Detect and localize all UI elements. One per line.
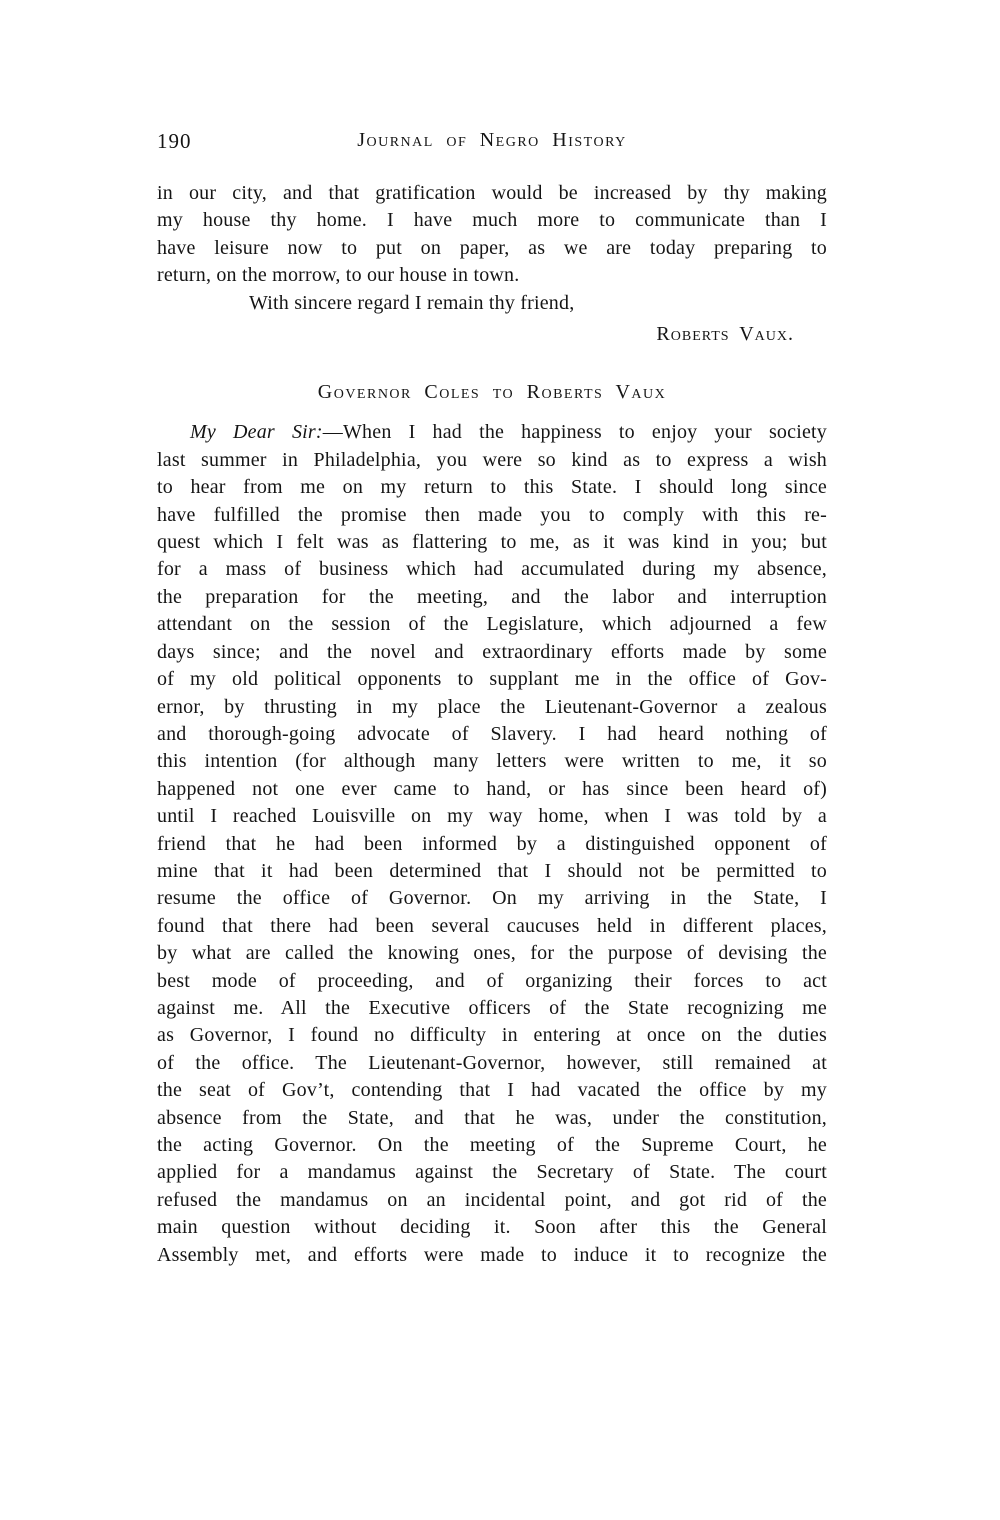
journal-title: Journal of Negro History [357,129,627,151]
vaux-letter-lines [157,180,827,290]
vaux-letter [157,180,827,348]
section-heading: Governor Coles to Roberts Vaux [317,381,667,404]
text-line: ernor, by thrusting in my place the Lieutenant-Governor a zealous [157,695,827,718]
coles-letter-lines [157,419,827,1269]
text-line: mine that it had been determined that I should not be permitted to [157,859,827,882]
text-line: of the office. The Lieutenant-Governor, however, still remained at [157,1051,827,1074]
text-line: found that there had been several caucuses held in different places, [157,914,827,937]
text-line: absence from the State, and that he was, under the constitution, [157,1106,827,1129]
text-line: to hear from me on my return to this State. I should long since [157,476,827,499]
text-line: the acting Governor. On the meeting of the Supreme Court, he [157,1134,827,1156]
text-line: My Dear Sir:—When I had the happiness to enjoy your society [190,421,827,444]
page-header [157,129,827,155]
text-line: resume the office of Governor. On my arriving in the State, I [157,887,827,910]
page-number: 190 [157,129,192,153]
text-line: my house thy home. I have much more to communicate than I [157,209,827,232]
text-line: refused the mandamus on an incidental point, and got rid of the [157,1188,827,1211]
text-line: against me. All the Executive officers of the State recognizing me [157,996,827,1019]
text-line: the preparation for the meeting, and the labor and interruption [157,585,827,608]
text-column [157,0,827,1269]
text-line: as Governor, I found no difficulty in entering at once on the duties [157,1024,827,1047]
text-line: in our city, and that gratification would be increased by thy making [157,182,827,204]
text-line: and thorough-going advocate of Slavery. I had heard nothing of [157,722,827,745]
text-line: friend that he had been informed by a distinguished opponent of [157,832,827,855]
text-line: by what are called the knowing ones, for the purpose of devising the [157,942,827,965]
letter-closing: With sincere regard I remain thy friend, [249,291,575,314]
salutation: My Dear Sir: [190,421,323,444]
letter-signature: Roberts Vaux. [656,323,794,346]
text-line: for a mass of business which had accumulated during my absence, [157,558,827,581]
text-line: Assembly met, and efforts were made to induce it to recognize the [157,1243,827,1266]
coles-letter [157,419,827,1269]
text-line: days since; and the novel and extraordinary efforts made by some [157,640,827,663]
text-line: last summer in Philadelphia, you were so kind as to express a wish [157,448,827,471]
text-line: this intention (for although many letters were written to me, it so [157,750,827,773]
text-line: attendant on the session of the Legislature, which adjourned a few [157,613,827,636]
text-line: until I reached Louisville on my way home, when I was told by a [157,805,827,828]
text-line: applied for a mandamus against the Secretary of State. The court [157,1161,827,1184]
text-line: of my old political opponents to supplant me in the office of Gov- [157,668,827,691]
text-line: happened not one ever came to hand, or has since been heard of) [157,777,827,800]
text-line: the seat of Gov’t, contending that I had vacated the office by my [157,1079,827,1102]
text-line: main question without deciding it. Soon after this the General [157,1216,827,1239]
text-line: have leisure now to put on paper, as we are today preparing to [157,236,827,259]
text-line: best mode of proceeding, and of organizing their forces to act [157,969,827,992]
text-line: quest which I felt was as flattering to me, as it was kind in you; but [157,531,827,554]
text-line: have fulfilled the promise then made you to comply with this re- [157,503,827,526]
text-line: return, on the morrow, to our house in town. [157,264,520,287]
